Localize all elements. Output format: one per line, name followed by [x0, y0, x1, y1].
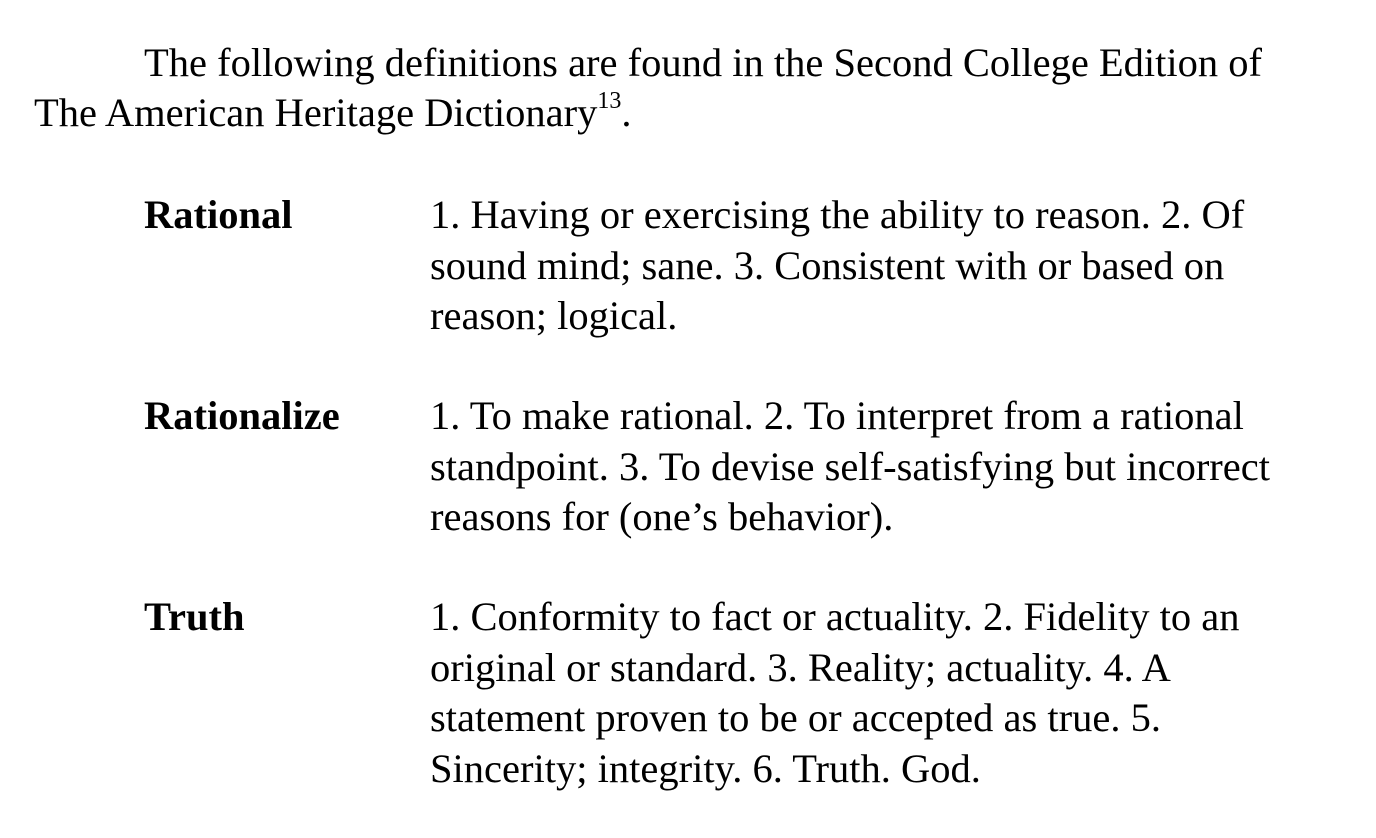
definition-truth	[430, 592, 1350, 794]
term-rational: Rational	[144, 192, 293, 237]
definition-rationalize	[430, 391, 1350, 543]
definition-line: statement proven to be or accepted as true. 5.	[430, 695, 1161, 740]
definition-line: 1. Having or exercising the ability to reason. 2. Of	[430, 192, 1245, 237]
dictionary-title: The American Heritage Dictionary	[34, 90, 598, 135]
definition-rational	[430, 190, 1350, 342]
definition-line: 1. Conformity to fact or actuality. 2. Fidelity to an	[430, 594, 1240, 639]
intro-line-2	[34, 88, 1354, 138]
definition-line: sound mind; sane. 3. Consistent with or based on	[430, 242, 1225, 288]
definition-line: reason; logical.	[430, 293, 678, 338]
intro-end-punctuation: .	[621, 90, 632, 135]
term-truth: Truth	[144, 594, 245, 639]
definition-line: original or standard. 3. Reality; actuality. 4. A	[430, 644, 1171, 690]
definition-line: Sincerity; integrity. 6. Truth. God.	[430, 745, 981, 791]
intro-line-1: The following definitions are found in the Second College Edition of	[144, 40, 1263, 85]
definition-line: standpoint. 3. To devise self-satisfying but incorrect	[430, 443, 1270, 489]
intro-paragraph	[34, 38, 1354, 138]
term-rationalize: Rationalize	[144, 393, 340, 438]
definition-line: reasons for (one’s behavior).	[430, 494, 894, 539]
definition-line: 1. To make rational. 2. To interpret from a rational	[430, 393, 1244, 438]
footnote-reference[interactable]: 13	[597, 87, 622, 114]
